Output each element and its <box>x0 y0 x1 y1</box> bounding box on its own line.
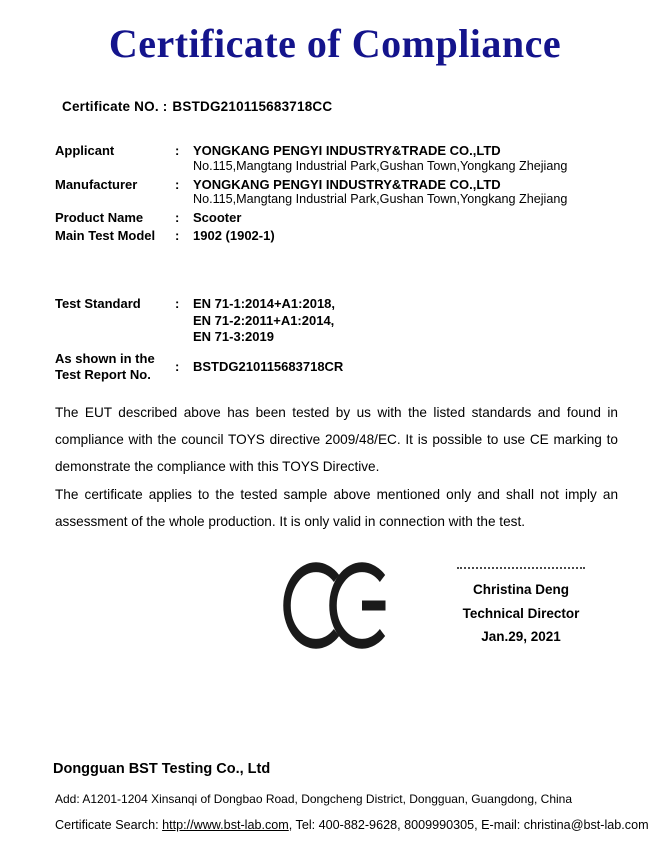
field-manufacturer <box>55 177 620 209</box>
colon: : <box>175 358 180 374</box>
field-product-name-value: Scooter <box>193 210 242 226</box>
test-report-label-line-2: Test Report No. <box>55 366 151 382</box>
field-product-name-label: Product Name <box>55 210 144 226</box>
field-applicant-value: YONGKANG PENGYI INDUSTRY&TRADE CO.,LTD <box>193 143 501 158</box>
field-test-report <box>55 351 620 382</box>
certificate-number <box>62 99 332 114</box>
footer-contact-info: , Tel: 400-882-9628, 8009990305, E-mail: christina@bst-lab.com <box>288 818 649 832</box>
certificate-number-value: BSTDG210115683718CC <box>172 99 333 114</box>
signature-title: Technical Director <box>462 605 580 621</box>
field-product-name <box>55 210 620 226</box>
page-title: Certificate of Compliance <box>108 21 562 66</box>
colon: : <box>175 296 180 311</box>
fields-section <box>55 143 620 246</box>
field-applicant-label: Applicant <box>55 143 115 158</box>
field-manufacturer-label: Manufacturer <box>55 176 138 192</box>
signature-date: Jan.29, 2021 <box>481 629 561 644</box>
field-main-test-model-value: 1902 (1902-1) <box>193 227 275 243</box>
field-main-test-model-label: Main Test Model <box>55 227 156 243</box>
ce-mark-icon <box>281 556 396 655</box>
colon: : <box>175 227 180 243</box>
signature-block <box>412 566 630 649</box>
certificate-number-label: Certificate NO. : <box>62 99 168 114</box>
certificate-search-label: Certificate Search: <box>55 818 163 832</box>
test-standard-line-3: EN 71-3:2019 <box>193 329 274 344</box>
footer-company-name: Dongguan BST Testing Co., Ltd <box>53 761 271 777</box>
body-text <box>55 399 618 535</box>
field-test-standard-label: Test Standard <box>55 296 141 311</box>
signature-name: Christina Deng <box>472 582 569 597</box>
footer-certificate-search <box>55 818 649 832</box>
field-main-test-model <box>55 228 620 244</box>
signature-dotted-line <box>457 566 585 569</box>
test-standard-line-1: EN 71-1:2014+A1:2018, <box>193 296 336 311</box>
field-test-standard <box>55 296 620 346</box>
certificate-search-link[interactable]: http://www.bst-lab.com <box>162 818 289 832</box>
field-manufacturer-address: No.115,Mangtang Industrial Park,Gushan Town,Yongkang Zhejiang <box>193 192 568 207</box>
body-paragraph-2: The certificate applies to the tested sample above mentioned only and shall not imply an assessment of the whole production. It is only valid in connection with the test. <box>55 486 618 529</box>
colon: : <box>175 143 180 158</box>
colon: : <box>175 210 180 226</box>
body-paragraph-1: The EUT described above has been tested by us with the listed standards and found in compliance with the council TOYS directive 2009/48/EC. It is possible to use CE marking to demonstrate the compliance with this TOYS Directive. <box>55 405 618 475</box>
field-applicant-address: No.115,Mangtang Industrial Park,Gushan Town,Yongkang Zhejiang <box>193 158 568 173</box>
test-report-value: BSTDG210115683718CR <box>193 358 344 374</box>
field-manufacturer-value: YONGKANG PENGYI INDUSTRY&TRADE CO.,LTD <box>193 176 501 192</box>
test-standard-line-2: EN 71-2:2011+A1:2014, <box>193 312 335 328</box>
test-report-label-line-1: As shown in the <box>55 351 155 366</box>
field-applicant <box>55 143 620 175</box>
footer-address: Add: A1201-1204 Xinsanqi of Dongbao Road, Dongcheng District, Dongguan, Guangdong, China <box>55 792 573 806</box>
colon: : <box>175 176 180 192</box>
